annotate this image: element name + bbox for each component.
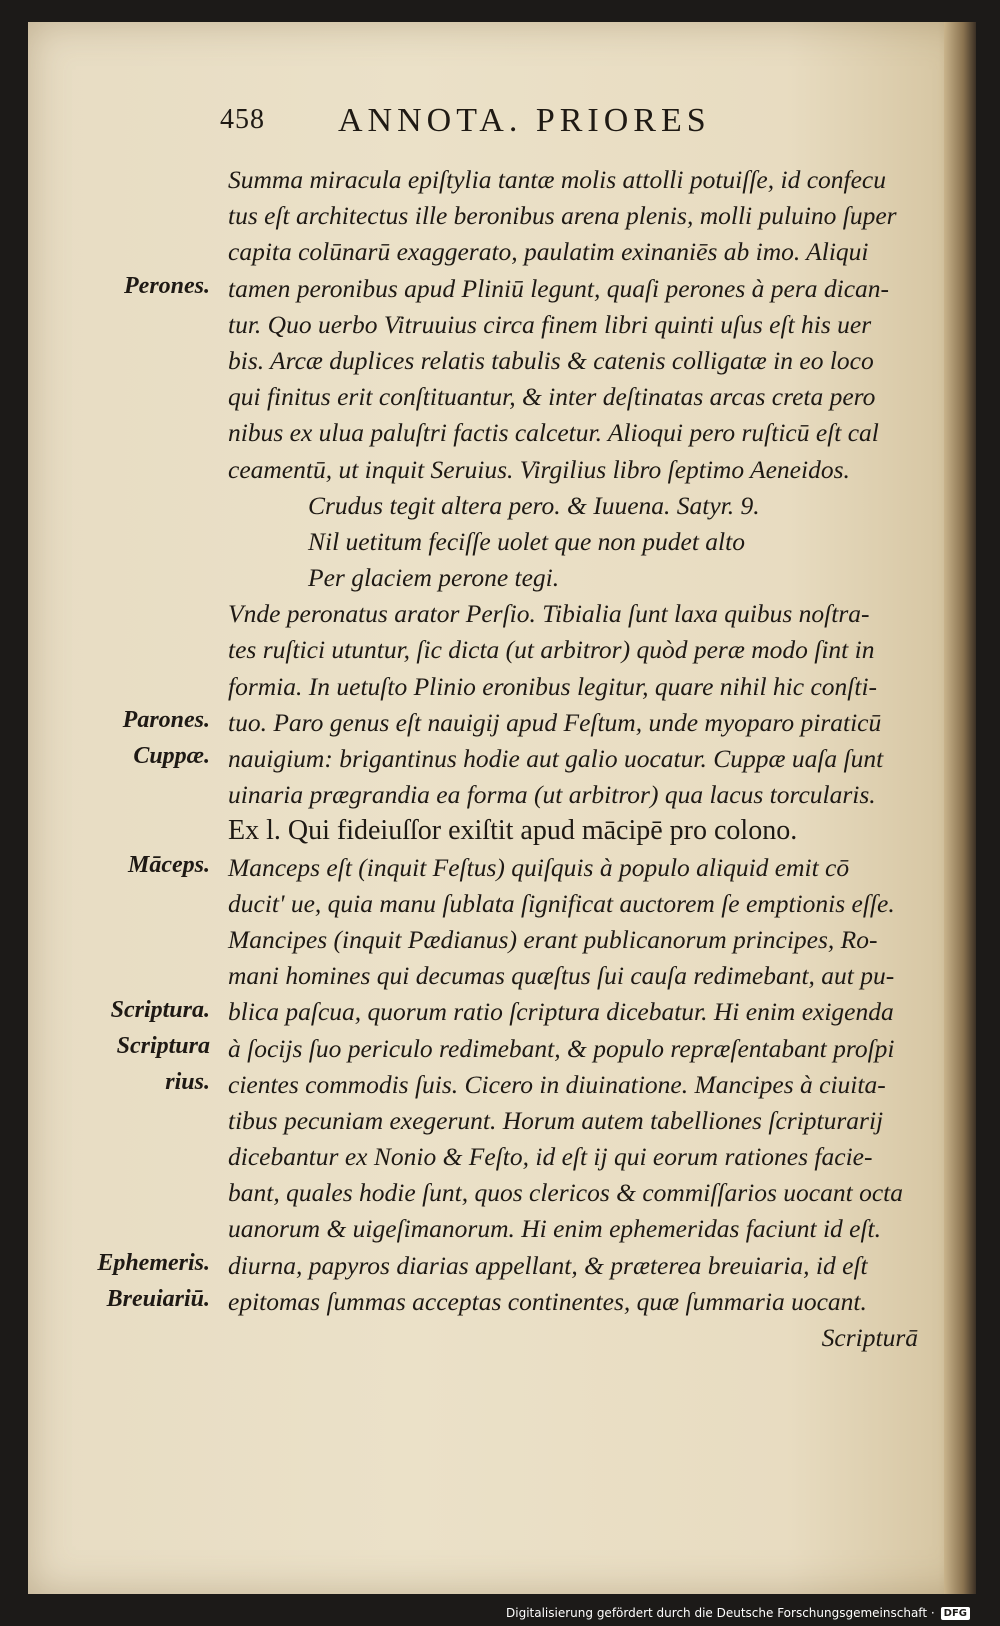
page-header: [188, 104, 948, 144]
text-line: ceamentū, ut inquit Seruius. Virgilius libro ſeptimo Aeneidos.: [228, 454, 850, 484]
margin-note: Parones.: [122, 707, 210, 733]
margin-note: rius.: [165, 1069, 210, 1095]
text-line: blica paſcua, quorum ratio ſcriptura dicebatur. Hi enim exigenda: [228, 997, 894, 1027]
text-line: Crudus tegit altera pero. & Iuuena. Satyr. 9.: [308, 490, 760, 520]
text-line: bis. Arcæ duplices relatis tabulis & catenis colligatæ in eo loco: [228, 345, 874, 375]
text-line: mani homines qui decumas quæſtus ſui cauſa redimebant, aut pu-: [228, 961, 895, 991]
text-line: tibus pecuniam exegerunt. Horum autem tabelliones ſcripturarij: [228, 1105, 884, 1135]
text-line: uanorum & uigeſimanorum. Hi enim ephemeridas faciunt id eſt.: [228, 1214, 882, 1244]
text-line: epitomas ſummas acceptas continentes, quæ ſummaria uocant.: [228, 1286, 867, 1316]
text-line: Summa miracula epiſtylia tantæ molis attolli potuiſſe, id confecu: [228, 165, 886, 194]
text-line: tur. Quo uerbo Vitruuius circa finem libri quinti uſus eſt his uer: [228, 309, 872, 339]
digitization-credit: [506, 1606, 970, 1620]
margin-note: Scriptura.: [110, 996, 210, 1023]
text-line: Nil uetitum feciſſe uolet que non pudet alto: [308, 526, 745, 556]
text-line: tamen peronibus apud Pliniū legunt, quaſi perones à pera dican-: [228, 273, 890, 303]
page-spine-shadow: [944, 22, 976, 1594]
text-line: Vnde peronatus arator Perſio. Tibialia ſunt laxa quibus noſtra-: [228, 599, 870, 629]
margin-note: Māceps.: [128, 851, 210, 878]
text-line: formia. In uetuſto Plinio eronibus legitur, quare nihil hic conſti-: [228, 671, 878, 701]
margin-note: Scriptura: [116, 1032, 210, 1059]
text-line: qui finitus erit conſtituantur, & inter deſtinatas arcas creta pero: [228, 382, 876, 412]
text-line: Manceps eſt (inquit Feſtus) quiſquis à populo aliquid emit cō: [228, 852, 850, 882]
text-line: nauigium: brigantinus hodie aut galio uocatur. Cuppæ uaſa ſunt: [228, 744, 884, 773]
credit-text: Digitalisierung gefördert durch die Deutsche Forschungsgemeinschaft ·: [506, 1606, 935, 1620]
text-line: dicebantur ex Nonio & Feſto, id eſt ij qui eorum rationes facie-: [228, 1142, 873, 1172]
text-line: uinaria prægrandia ea forma (ut arbitror) qua lacus torcularis.: [228, 780, 876, 810]
book-page: [28, 22, 976, 1594]
text-line: bant, quales hodie ſunt, quos clericos & commiſſarios uocant octa: [228, 1178, 903, 1208]
margin-note: Cuppæ.: [133, 743, 210, 770]
text-line: cientes commodis ſuis. Cicero in diuinatione. Mancipes à ciuita-: [228, 1069, 886, 1099]
text-line: diurna, papyros diarias appellant, & præterea breuiaria, id eſt: [228, 1250, 868, 1280]
text-line: nibus ex ulua paluſtri factis calcetur. Alioqui pero ruſticū eſt cal: [228, 418, 879, 448]
text-line: Ex l. Qui fideiuſſor exiſtit apud mācipē pro colono.: [228, 815, 798, 847]
main-text-block: [228, 162, 938, 1356]
margin-note: Perones.: [124, 272, 210, 299]
dfg-logo: DFG: [941, 1607, 970, 1620]
text-line: tus eſt architectus ille beronibus arena plenis, molli puluino ſuper: [228, 201, 897, 231]
text-line: capita colūnarū exaggerato, paulatim exinaniēs ab imo. Aliqui: [228, 237, 869, 267]
text-line: Mancipes (inquit Pædianus) erant publicanorum principes, Ro-: [228, 924, 878, 954]
text-line: à ſocijs ſuo periculo redimebant, & populo repræſentabant proſpi: [228, 1033, 895, 1063]
text-line: tuo. Paro genus eſt nauigij apud Feſtum, unde myoparo piraticū: [228, 707, 882, 737]
text-line: Per glaciem perone tegi.: [308, 563, 560, 593]
margin-note: Ephemeris.: [97, 1250, 210, 1276]
margin-note: Breuiariū.: [106, 1286, 210, 1313]
text-line: ducit' ue, quia manu ſublata ſignificat auctorem ſe emptionis eſſe.: [228, 888, 895, 918]
page-number: 458: [220, 104, 265, 135]
running-title: ANNOTA. PRIORES: [338, 102, 711, 139]
text-line: Scripturā: [821, 1323, 918, 1352]
text-line: tes ruſtici utuntur, ſic dicta (ut arbitror) quòd peræ modo ſint in: [228, 635, 875, 665]
